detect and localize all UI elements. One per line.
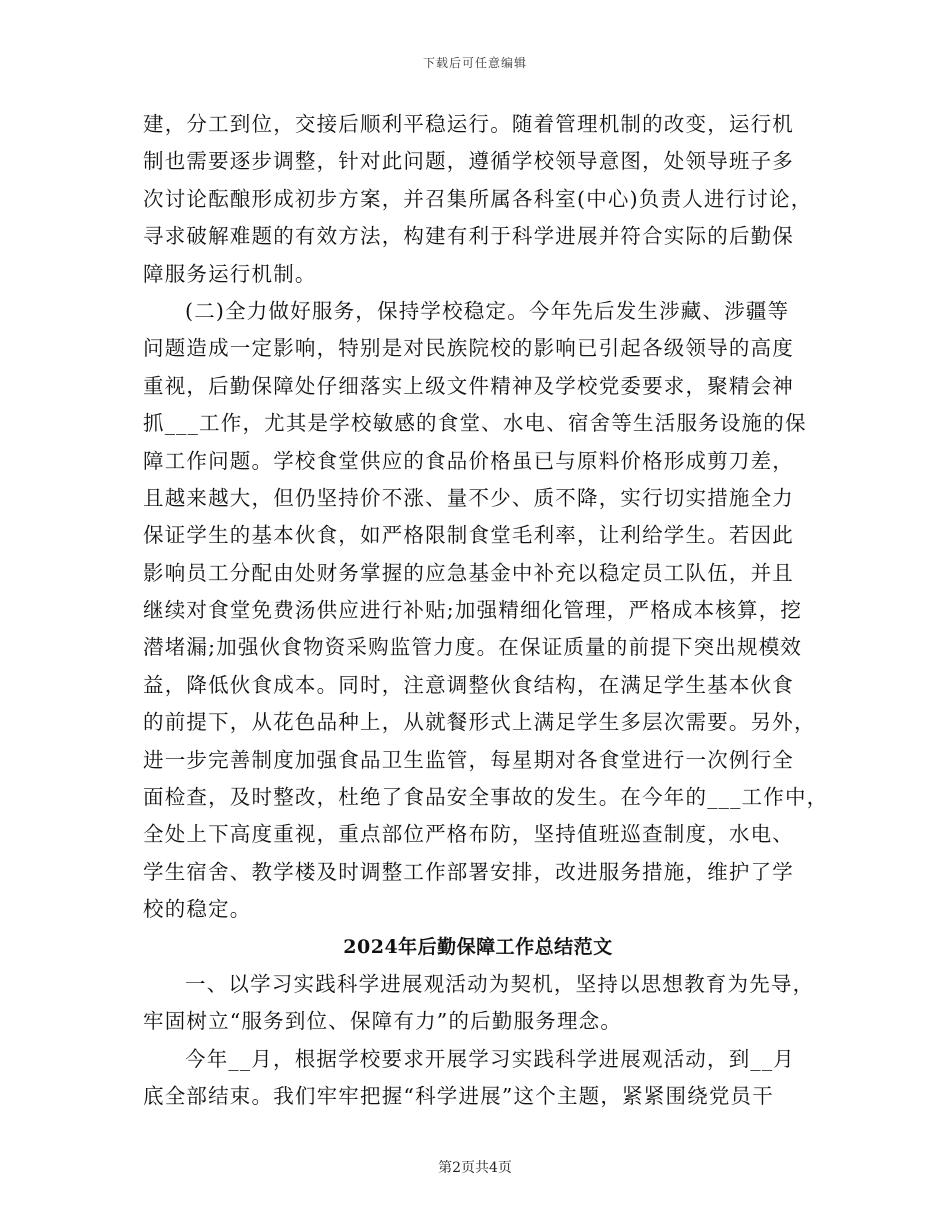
paragraph-2-line-5: 障工作问题。学校食堂供应的食品价格虽已与原料价格形成剪刀差， bbox=[143, 448, 794, 473]
section-title: 2024年后勤保障工作总结范文 bbox=[343, 935, 613, 958]
section-paragraph-1 bbox=[143, 966, 813, 1041]
section-paragraph-2-line-1: 今年__月，根据学校要求开展学习实践科学进展观活动，到__月 bbox=[185, 1046, 795, 1071]
paragraph-1-line-4: 寻求破解难题的有效方法，构建有利于科学进展并符合实际的后勤保 bbox=[143, 224, 794, 249]
paragraph-1-line-1: 建，分工到位，交接后顺利平稳运行。随着管理机制的改变，运行机 bbox=[143, 112, 794, 136]
paragraph-2-line-12: 的前提下，从花色品种上，从就餐形式上满足学生多层次需要。另外， bbox=[143, 710, 816, 735]
paragraph-2-line-8: 影响员工分配由处财务掌握的应急基金中补充以稳定员工队伍，并且 bbox=[143, 560, 794, 585]
paragraph-2-line-10: 潜堵漏;加强伙食物资采购监管力度。在保证质量的前提下突出规模效 bbox=[143, 635, 803, 660]
section-paragraph-1-line-2: 牢固树立“服务到位、保障有力”的后勤服务理念。 bbox=[143, 1009, 623, 1034]
paragraph-2 bbox=[143, 293, 829, 929]
page-number: 第2页共4页 bbox=[438, 1160, 512, 1176]
paragraph-2-line-17: 校的稳定。 bbox=[143, 897, 252, 922]
paragraph-2-line-16: 学生宿舍、教学楼及时调整工作部署安排，改进服务措施，维护了学 bbox=[143, 859, 794, 884]
paragraph-2-line-7: 保证学生的基本伙食，如严格限制食堂毛利率，让利给学生。若因此 bbox=[143, 523, 794, 548]
section-paragraph-1-line-1: 一、以学习实践科学进展观活动为契机，坚持以思想教育为先导， bbox=[185, 971, 815, 996]
section-paragraph-2-line-2: 底全部结束。我们牢牢把握“科学进展”这个主题，紧紧围绕党员干 bbox=[143, 1084, 774, 1109]
paragraph-2-line-2: 问题造成一定影响，特别是对民族院校的影响已引起各级领导的高度 bbox=[143, 336, 794, 361]
paragraph-1-line-3: 次讨论酝酿形成初步方案，并召集所属各科室(中心)负责人进行讨论， bbox=[143, 186, 813, 211]
page-header-note: 下载后可任意编辑 bbox=[422, 56, 527, 70]
paragraph-1-line-5: 障服务运行机制。 bbox=[143, 261, 317, 286]
paragraph-2-line-15: 全处上下高度重视，重点部位严格布防，坚持值班巡查制度，水电、 bbox=[143, 822, 794, 847]
paragraph-2-line-4: 抓___工作，尤其是学校敏感的食堂、水电、宿舍等生活服务设施的保 bbox=[143, 411, 807, 436]
section-paragraph-2 bbox=[143, 1041, 813, 1116]
paragraph-2-line-3: 重视，后勤保障处仔细落实上级文件精神及学校党委要求，聚精会神 bbox=[143, 373, 794, 398]
paragraph-2-line-1: (二)全力做好服务，保持学校稳定。今年先后发生涉藏、涉疆等 bbox=[185, 298, 790, 323]
document-body bbox=[143, 106, 829, 1116]
paragraph-2-line-14: 面检查，及时整改，杜绝了食品安全事故的发生。在今年的___工作中， bbox=[143, 785, 829, 810]
paragraph-2-line-9: 继续对食堂免费汤供应进行补贴;加强精细化管理，严格成本核算，挖 bbox=[143, 598, 803, 623]
paragraph-1 bbox=[143, 106, 813, 293]
paragraph-1-line-2: 制也需要逐步调整，针对此问题，遵循学校领导意图，处领导班子多 bbox=[143, 149, 794, 174]
paragraph-2-line-6: 且越来越大，但仍坚持价不涨、量不少、质不降，实行切实措施全力 bbox=[143, 485, 794, 510]
paragraph-2-line-13: 进一步完善制度加强食品卫生监管，每星期对各食堂进行一次例行全 bbox=[143, 747, 794, 772]
paragraph-2-line-11: 益，降低伙食成本。同时，注意调整伙食结构，在满足学生基本伙食 bbox=[143, 672, 794, 697]
